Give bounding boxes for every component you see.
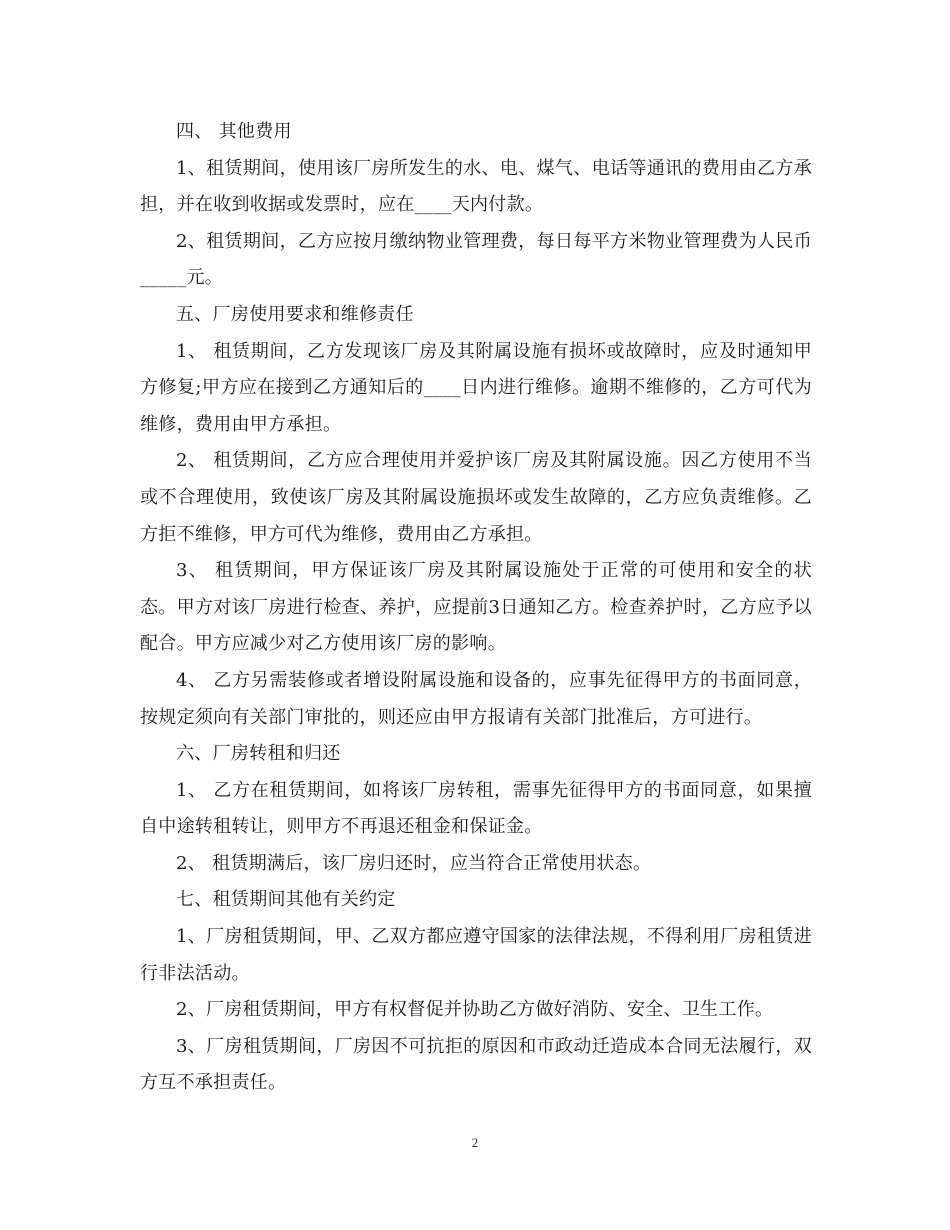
section-heading-usage-and-repair: 五、厂房使用要求和维修责任 [176,303,414,325]
paragraph: 1、 乙方在租赁期间，如将该厂房转租，需事先征得甲方的书面同意，如果擅自中途转租转让，则甲方不再退还租金和保证金。 [140,779,812,838]
paragraph: 1、租赁期间，使用该厂房所发生的水、电、煤气、电话等通讯的费用由乙方承担，并在收到收据或发票时，应在____天内付款。 [140,157,812,216]
page-number: 2 [471,1135,479,1150]
paragraph: 2、租赁期间，乙方应按月缴纳物业管理费，每日每平方米物业管理费为人民币_____元。 [140,230,812,289]
section-heading-other-agreements: 七、租赁期间其他有关约定 [176,889,396,911]
document-body [140,114,812,1102]
paragraph: 2、厂房租赁期间，甲方有权督促并协助乙方做好消防、安全、卫生工作。 [176,999,774,1021]
paragraph: 1、厂房租赁期间，甲、乙双方都应遵守国家的法律法规，不得利用厂房租赁进行非法活动。 [140,926,812,984]
paragraph: 1、 租赁期间，乙方发现该厂房及其附属设施有损坏或故障时，应及时通知甲方修复;甲方应在接到乙方通知后的____日内进行维修。逾期不维修的，乙方可代为维修，费用由甲方承担。 [140,340,812,435]
paragraph: 2、 租赁期间，乙方应合理使用并爱护该厂房及其附属设施。因乙方使用不当或不合理使用，致使该厂房及其附属设施损坏或发生故障的，乙方应负责维修。乙方拒不维修，甲方可代为维修，费用由乙方承担。 [140,450,812,545]
section-heading-sublease-and-return: 六、厂房转租和归还 [176,743,341,765]
paragraph: 4、 乙方另需装修或者增设附属设施和设备的，应事先征得甲方的书面同意，按规定须向有关部门审批的，则还应由甲方报请有关部门批准后，方可进行。 [140,669,812,728]
paragraph: 3、厂房租赁期间，厂房因不可抗拒的原因和市政动迁造成本合同无法履行，双方互不承担责任。 [140,1035,812,1094]
section-heading-other-fees: 四、 其他费用 [176,121,292,142]
paragraph: 2、 租赁期满后，该厂房归还时，应当符合正常使用状态。 [176,852,652,874]
paragraph: 3、 租赁期间，甲方保证该厂房及其附属设施处于正常的可使用和安全的状态。甲方对该厂房进行检查、养护，应提前3日通知乙方。检查养护时，乙方应予以配合。甲方应减少对乙方使用该厂房的影响。 [140,560,812,655]
